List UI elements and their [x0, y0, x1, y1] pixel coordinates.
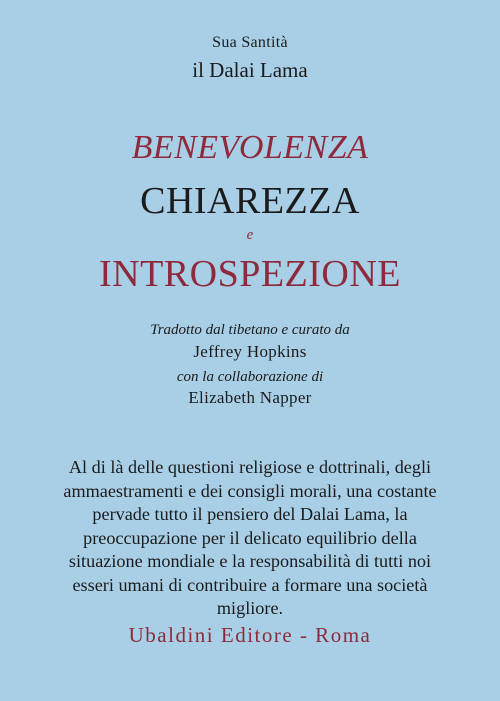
title-line-2: CHIAREZZA [140, 180, 360, 222]
collaborator-role: con la collaborazione di [176, 369, 324, 385]
author-prefix: Sua Santità [212, 34, 288, 51]
translator-name: Jeffrey Hopkins [193, 342, 307, 361]
title-line-3: INTROSPEZIONE [98, 253, 402, 295]
publisher: Ubaldini Editore - Roma [128, 623, 372, 647]
translator-role: Tradotto dal tibetano e curato da [150, 322, 350, 338]
title-line-1: BENEVOLENZA [131, 129, 369, 166]
blurb-text: Al di là delle questioni religiose e dottrinali, degli ammaestramenti e dei consigli morali, una costante pervade tutto il pensiero del Dalai Lama, la preoccupazione per il delicato equilibrio della situazione mondiale e la responsabilità di tutti noi esseri umani di contribuire a formare una società migliore. [63, 457, 437, 618]
collaborator-name: Elizabeth Napper [188, 388, 312, 407]
title-conjunction: e [246, 227, 254, 243]
author-name: il Dalai Lama [192, 58, 308, 82]
